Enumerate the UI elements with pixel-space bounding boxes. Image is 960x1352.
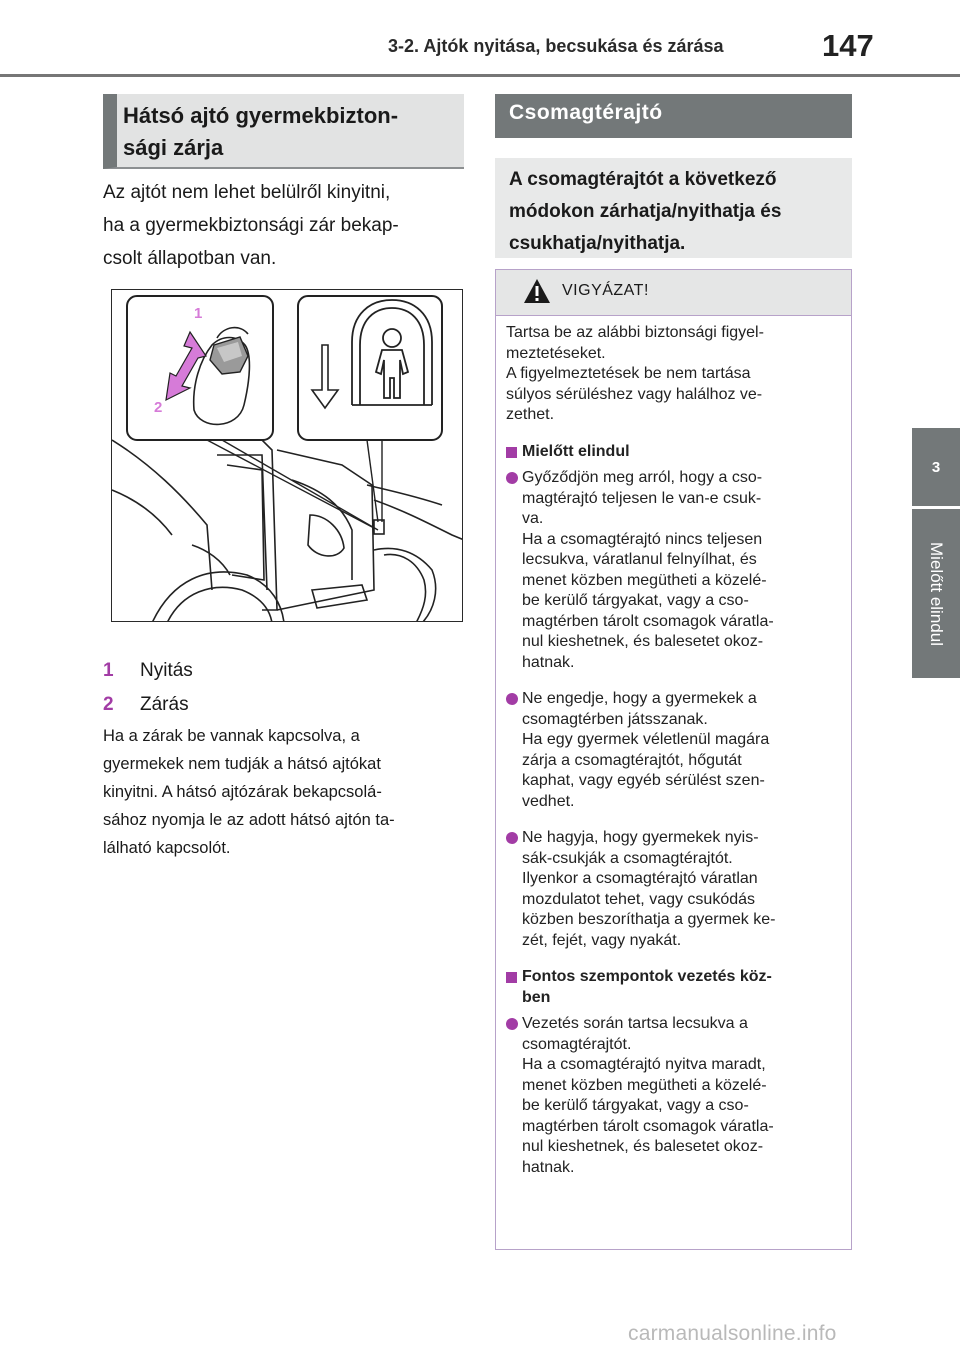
circle-bullet-icon: [506, 693, 518, 705]
header-divider: [0, 74, 960, 77]
callout-1-label: 1: [194, 305, 203, 322]
child-lock-illustration: [111, 289, 463, 622]
note-line: gyermekek nem tudják a hátsó ajtókat: [103, 755, 381, 773]
chapter-tab[interactable]: [912, 428, 960, 506]
legend-item: [103, 688, 463, 722]
warning-bullet-text: Ne hagyja, hogy gyermekek nyis- sák-csukják a csomagtérajtót. Ilyenkor a csomagtérajtó váratlan mozdulatot tehet, vagy csukódás közben beszoríthatja a gyermek ke- zét, fejét, vagy nyakát.: [522, 829, 776, 949]
warning-intro: Tartsa be az alábbi biztonsági figyel- meztetéseket. A figyelmeztetések be nem tartása súlyos sérüléshez vagy halálhoz ve- zethet.: [506, 324, 764, 423]
note-line: kinyitni. A hátsó ajtózárak bekapcsolá-: [103, 783, 382, 801]
intro-line: ha a gyermekbiztonsági zár bekap-: [103, 215, 399, 236]
circle-bullet-icon: [506, 832, 518, 844]
warning-title: VIGYÁZAT!: [562, 282, 649, 299]
warning-section-title: Mielőtt elindul: [522, 442, 630, 460]
warning-section-title: Fontos szempontok vezetés köz- ben: [522, 968, 772, 1006]
warning-box: [495, 269, 852, 1250]
warning-bullet: [506, 828, 846, 951]
chapter-label: Mielőtt elindul: [927, 542, 946, 646]
legend-number: 2: [103, 694, 114, 715]
subheading-line: módokon zárhatja/nyithatja és: [509, 201, 782, 222]
page-number: 147: [822, 28, 874, 63]
warning-section: [506, 442, 846, 463]
square-bullet-icon: [506, 447, 517, 458]
intro-line: csolt állapotban van.: [103, 248, 277, 269]
chapter-number: 3: [931, 458, 941, 476]
warning-section: [506, 967, 846, 1008]
heading-line: Hátsó ajtó gyermekbizton-: [123, 103, 399, 128]
trunk-door-heading: Csomagtérajtó: [495, 94, 852, 138]
legend-item: [103, 654, 463, 688]
warning-body: [506, 323, 846, 1194]
warning-header: [496, 270, 851, 315]
subheading-line: A csomagtérajtót a következő: [509, 169, 777, 190]
warning-bullet-text: Vezetés során tartsa lecsukva a csomagtérajtót. Ha a csomagtérajtó nyitva maradt, menet közben megütheti a közelé- be kerülő tárgyakat, vagy a cso- magtérben tárolt csomagok váratla- nul kieshetnek, és balesetet okoz- hatnak.: [522, 1015, 774, 1176]
child-lock-heading: [103, 94, 464, 169]
warning-bullet-text: Győződjön meg arról, hogy a cso- magtérajtó teljesen le van-e csuk- va. Ha a csomagtérajtó nincs teljesen lecsukva, váratlanul felnyílhat, és menet közben megütheti a közelé- be kerülő tárgyakat, vagy a cso- magtérben tárolt csomagok váratla- nul kieshetnek, és balesetet okoz- hatnak.: [522, 469, 774, 671]
warning-divider: [496, 315, 851, 316]
trunk-door-subheading: [495, 158, 852, 258]
numbered-legend: [103, 654, 463, 722]
note-line: sához nyomja le az adott hátsó ajtón ta-: [103, 811, 395, 829]
legend-label: Nyitás: [140, 660, 193, 681]
intro-line: Az ajtót nem lehet belülről kinyitni,: [103, 182, 391, 203]
legend-number: 1: [103, 660, 114, 681]
warning-bullet: [506, 689, 846, 812]
warning-bullet: [506, 468, 846, 673]
note-paragraph: [103, 722, 463, 862]
intro-paragraph: [103, 176, 465, 275]
door-illustration-svg: [112, 290, 463, 622]
heading-line: sági zárja: [123, 135, 224, 160]
section-title: 3-2. Ajtók nyitása, becsukása és zárása: [388, 36, 724, 56]
warning-triangle-icon: [523, 278, 551, 304]
warning-bullet: [506, 1014, 846, 1178]
circle-bullet-icon: [506, 472, 518, 484]
subheading-line: csukhatja/nyithatja.: [509, 233, 686, 254]
child-lock-switch: [374, 520, 384, 534]
note-line: lálható kapcsolót.: [103, 839, 231, 857]
note-line: Ha a zárak be vannak kapcsolva, a: [103, 727, 360, 745]
warning-bullet-text: Ne engedje, hogy a gyermekek a csomagtérben játsszanak. Ha egy gyermek véletlenül magára zárja a csomagtérajtót, hőgutát kaphat, vagy egyéb sérülést szen- vedhet.: [522, 690, 770, 810]
callout-2-label: 2: [154, 399, 163, 416]
watermark: carmanualsonline.info: [628, 1322, 837, 1345]
square-bullet-icon: [506, 972, 517, 983]
legend-label: Zárás: [140, 694, 189, 715]
circle-bullet-icon: [506, 1018, 518, 1030]
